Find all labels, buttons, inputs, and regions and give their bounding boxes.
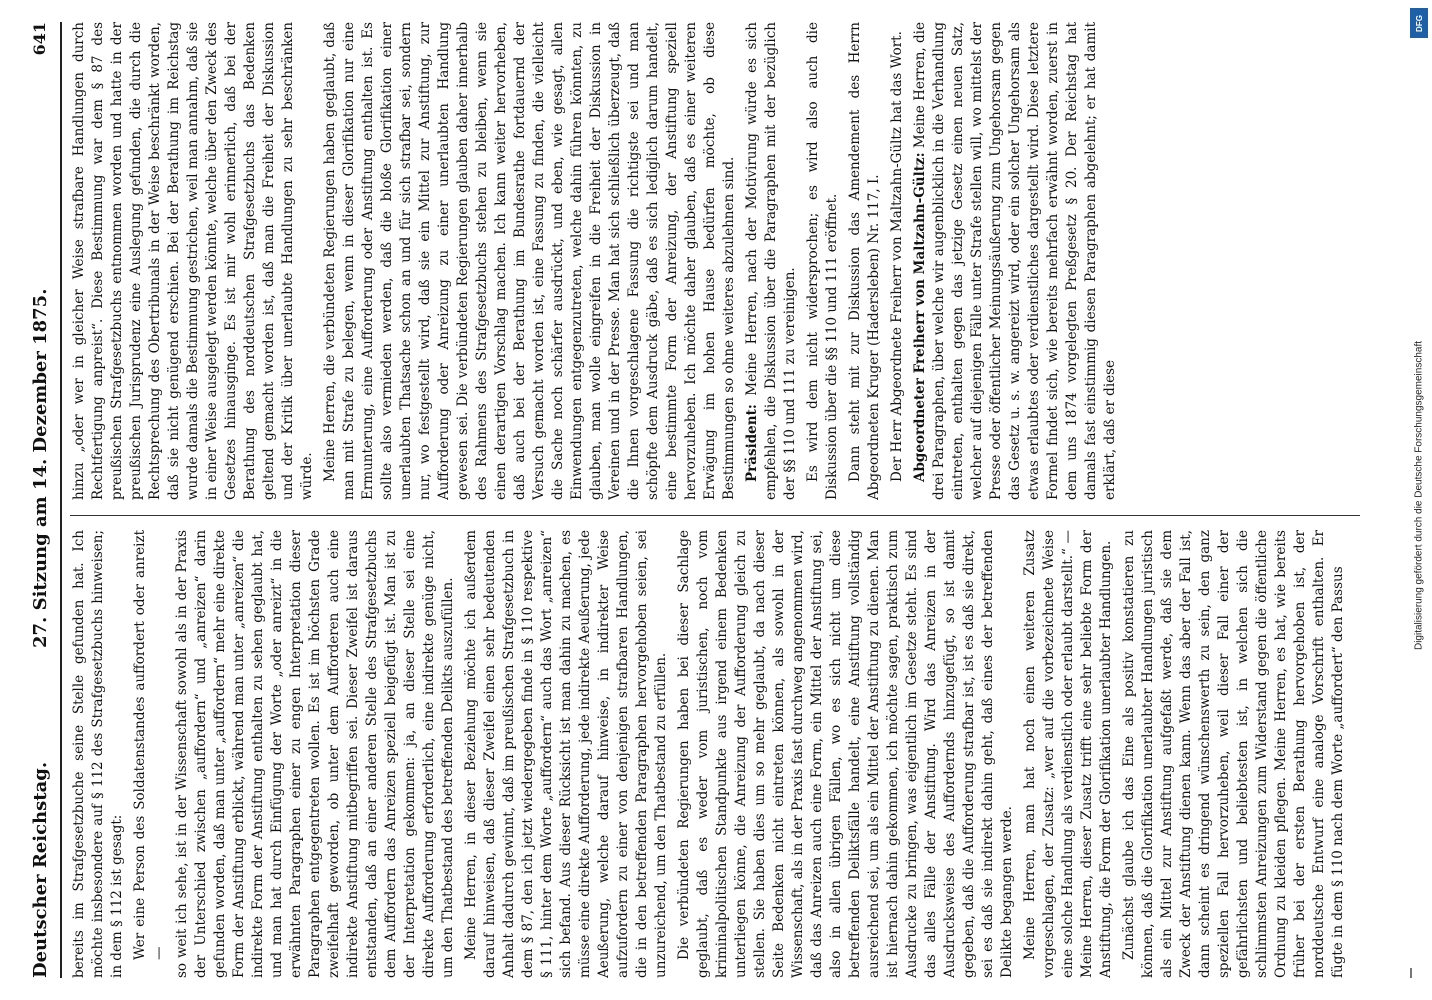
paragraph: hinzu „oder wer in gleicher Weise strafbare Handlungen durch Rechtfertigung anpreist“. Diese Bestimmung war dem § 87 des preußischen Strafgesetzbuchs entnommen worden und hatte in der preußischen Jurisprudenz eine Auslegung gefunden, die durch die Rechtsprechung des Obertribunals in der Weise beschränkt worden, daß sie nicht genügend erschien. Bei der Berathung im Reichstag wurde damals die Bestimmung gestrichen, weil man annahm, daß sie in einer Weise ausgelegt werden könnte, welche über den Zweck des Gesetzes hinausginge. Es ist mir wohl erinnerlich, daß bei der Berathung des norddeutschen Strafgesetzbuchs das Bedenken geltend gemacht worden ist, daß man die Freiheit der Diskussion und der Kritik über unerlaubte Handlungen zu sehr beschränken würde. [71,22,315,500]
quoted-law: Wer eine Person des Soldatenstandes auffordert oder anreizt — [132,530,167,960]
paragraph: Der Herr Abgeordnete Freiherr von Maltzahn-Gültz hat das Wort. [889,31,905,482]
column-divider [70,515,1360,516]
speech-text: Meine Herren, nach der Motivirung würde es sich empfehlen, die Diskussion über die Paragraphen mit der bezüglich der §§ 110 und 111 zu vereinigen. [744,22,798,500]
speaker-statement [911,22,1120,500]
speaker-name: Abgeordneter Freiherr von Maltzahn-Gültz: [912,152,928,482]
paragraph: Zunächst glaube ich das Eine als positiv konstatieren zu können, daß die Glorifikation unerlaubter Handlungen juristisch als ein Mittel zur Anstiftung aufgefaßt werde, daß sie dem Zweck der Anstiftung dienen kann. Wenn das aber der Fall ist, dann scheint es dringend wünschenswerth zu sein, den ganz speziellen Fall hervorzuheben, weil dieser Fall einer der gefährlichsten und beliebtesten ist, in welchen sich die schlimmsten Anreizungen zum Widerstand gegen die öffentliche Ordnung zu kleiden pflegen. Meine Herren, es hat, wie bereits früher bei der ersten Berathung hervorgehoben ist, der norddeutsche Entwurf eine analoge Vorschrift enthalten. Er fügte in dem § 110 nach dem Worte „auffordert“ den Passus [1121,530,1346,978]
header-session: 27. Sitzung am 14. Dezember 1875. [30,288,51,648]
paragraph: Die verbündeten Regierungen haben bei dieser Sachlage geglaubt, daß es weder vom juristischen, noch vom kriminalpolitischen Standpunkte aus irgend einem Bedenken unterliegen könne, die Anreizung der Aufforderung gleich zu stellen. Sie haben dies um so mehr geglaubt, da nach dieser Seite Bedenken nicht eintreten können, als sowohl in der Wissenschaft, als in der Praxis fast durchweg angenommen wird, daß das Anreizen auch eine Form, ein Mittel der Anstiftung sei, also in allen übrigen Fällen, wo es sich nicht um diese betreffenden Deliktsfälle handelt, eine Anstiftung vollständig ausreichend sei, um als ein Mittel der Anstiftung zu dienen. Man ist hiernach dahin gekommen, ich möchte sagen, praktisch zum Ausdrucke zu bringen, was eigentlich im Gesetze steht. Es sind das alles Fälle der Anstiftung. Wird das Anreizen in der Ausdrucksweise des Auffordernds hinzugefügt, so ist damit gegeben, daß die Aufforderung strafbar ist, ist es daß sie direkt, sei es daß sie indirekt dahin geht, daß eines der betreffenden Delikte begangen werde. [676,530,1015,978]
paragraph: bereits im Strafgesetzbuche seine Stelle gefunden hat. Ich möchte insbesondere auf § 112 des Strafgesetzbuchs hinweisen; in dem § 112 ist gesagt: [71,530,125,978]
paragraph: Meine Herren, die verbündeten Regierungen haben geglaubt, daß man mit Strafe zu belegen, wenn in dieser Glorifikation nur eine Ermunterung, eine Aufforderung oder Anstiftung enthalten ist. Es sollte also vermieden werden, daß die bloße Glorifikation einer unerlaubten Thatsache schon an und für sich strafbar sei, sondern nur, wo festgestellt wird, daß sie ein Mittel zur Anstiftung, zur Aufforderung oder Anreizung zu einer unerlaubten Handlung gewesen sei. Die verbündeten Regierungen glauben daher innerhalb des Rahmens des Strafgesetzbuchs stehen zu bleiben, wenn sie einen derartigen Vorschlag machen. Ich kann weiter hervorheben, daß auch bei der Berathung im Bundesrathe fortdauernd der Versuch gemacht worden ist, eine Fassung zu finden, die vielleicht die Sache noch schärfer ausdrückt, und eben, wie gesagt, allen Einwendungen entgegenzutreten, welche dahin führen könnten, zu glauben, man wolle eingreifen in die Freiheit der Diskussion in Vereinen und in der Presse. Man hat sich schließlich überzeugt, daß die Ihnen vorgeschlagene Fassung die richtigste sei und man schöpfte dem Ausdruck gäbe, daß es sich lediglich darum handelt, eine bestimmte Form der Anreizung, der Anstiftung speziell hervorzuheben. Ich möchte daher glauben, daß es einer weiteren Erwägung im hohen Hause bedürfen möchte, ob diese Bestimmungen so ohne weiteres abzulehnen sind. [322,22,737,500]
digitization-credit [1412,12,1426,982]
paragraph: Meine Herren, man hat noch einen weiteren Zusatz vorgeschlagen, der Zusatz: „wer auf die vorbezeichnete Weise eine solche Handlung als verdienstlich oder erlaubt darstellt.“ — Meine Herren, dieser Zusatz trifft eine sehr beliebte Form der Anstiftung, die Form der Glorifikation unerlaubter Handlungen. [1022,530,1114,978]
header-publication: Deutscher Reichstag. [30,761,51,978]
right-column [70,22,1360,500]
paragraph: so weit ich sehe, ist in der Wissenschaft sowohl als in der Praxis der Unterschied zwischen „auffordern“ und „anreizen“ darin gefunden worden, daß man unter „auffordern“ mehr eine direkte Form der Anstiftung erblickt, während man unter „anreizen“ die indirekte Form der Anstiftung enthalten zu sehen geglaubt hat, und man hat durch Einfügung der Worte „oder anreizt“ in die erwähnten Paragraphen einer zu engen Interpretation dieser Paragraphen entgegentreten wollen. Es ist im höchsten Grade zweifelhaft geworden, ob unter dem Aufforderen auch eine indirekte Anstiftung mitbegriffen sei. Dieser Zweifel ist daraus entstanden, daß an einer anderen Stelle des Strafgesetzbuchs dem Auffordern das Anreizen speziell beigefügt ist. Man ist zu der Interpretation gekommen: ja, an dieser Stelle sei eine direkte Aufforderung erforderlich, eine indirekte genüge nicht, um den Thatbestand des betreffenden Delikts auszufüllen. [174,530,456,978]
scan-edge-mark [1410,968,1412,978]
president-statement [743,22,800,500]
speaker-name: Präsident: [744,404,760,482]
page-number: 641 [30,22,49,56]
paragraph: Es wird dem nicht widersprochen; es wird also auch die Diskussion über die §§ 110 und 111 eröffnet. [805,22,840,500]
dfg-logo-text: DFG [1414,14,1424,32]
paragraph: Meine Herren, in dieser Beziehung möchte ich außerdem darauf hinweisen, daß dieser Zweifel einen sehr bedeutenden Anhalt dadurch gewinnt, daß im preußischen Strafgesetzbuch in dem § 87, den ich jetzt wiedergegeben finde in § 110 respektive § 111, hinter dem Worte „auffordern“ auch das Wort „anreizen“ sich befand. Aus dieser Rücksicht ist man dahin zu machen, es müsse eine direkte Aufforderung, jede indirekte Aeußerung, jede Aeußerung, welche darauf hinweise, in indirekter Weise aufzufordern zu einer von denjenigen strafbaren Handlungen, die in den betreffenden Paragraphen hervorgehoben seien, sei unzureichend, um den Thatbestand zu erfüllen. [463,530,669,978]
digitization-credit-text: Digitalisierung gefördert durch die Deutsche Forschungsgemeinschaft [1413,340,1425,651]
paragraph: Dann steht mit zur Diskussion das Amendement des Herrn Abgeordneten Kruger (Hadersleben) Nr. 117, I. [847,22,882,500]
page-header [20,22,62,978]
left-column [70,530,1360,978]
speech-text: Meine Herren, die drei Paragraphen, über welche wir augenblicklich in die Verhandlung eintreten, enthalten gegen das jetzige Gesetz einen neuen Satz, welcher auf diejenigen Fälle unter Strafe stellen will, wo mittelst der Presse oder öffentlicher Meinungsäußerung zum Ungehorsam gegen das Gesetz u. s. w. angereizt wird, oder ein solcher Ungehorsam als etwas erlaubtes oder verdienstliches dargestellt wird. Diese letztere Formel findet sich, wie bereits mehrfach erwähnt worden, zuerst in dem uns 1874 vorgelegten Preßgesetz § 20. Der Reichstag hat damals fast einstimmig diesen Paragraphen abgelehnt; er hat damit erklärt, daß er diese [912,22,1118,500]
